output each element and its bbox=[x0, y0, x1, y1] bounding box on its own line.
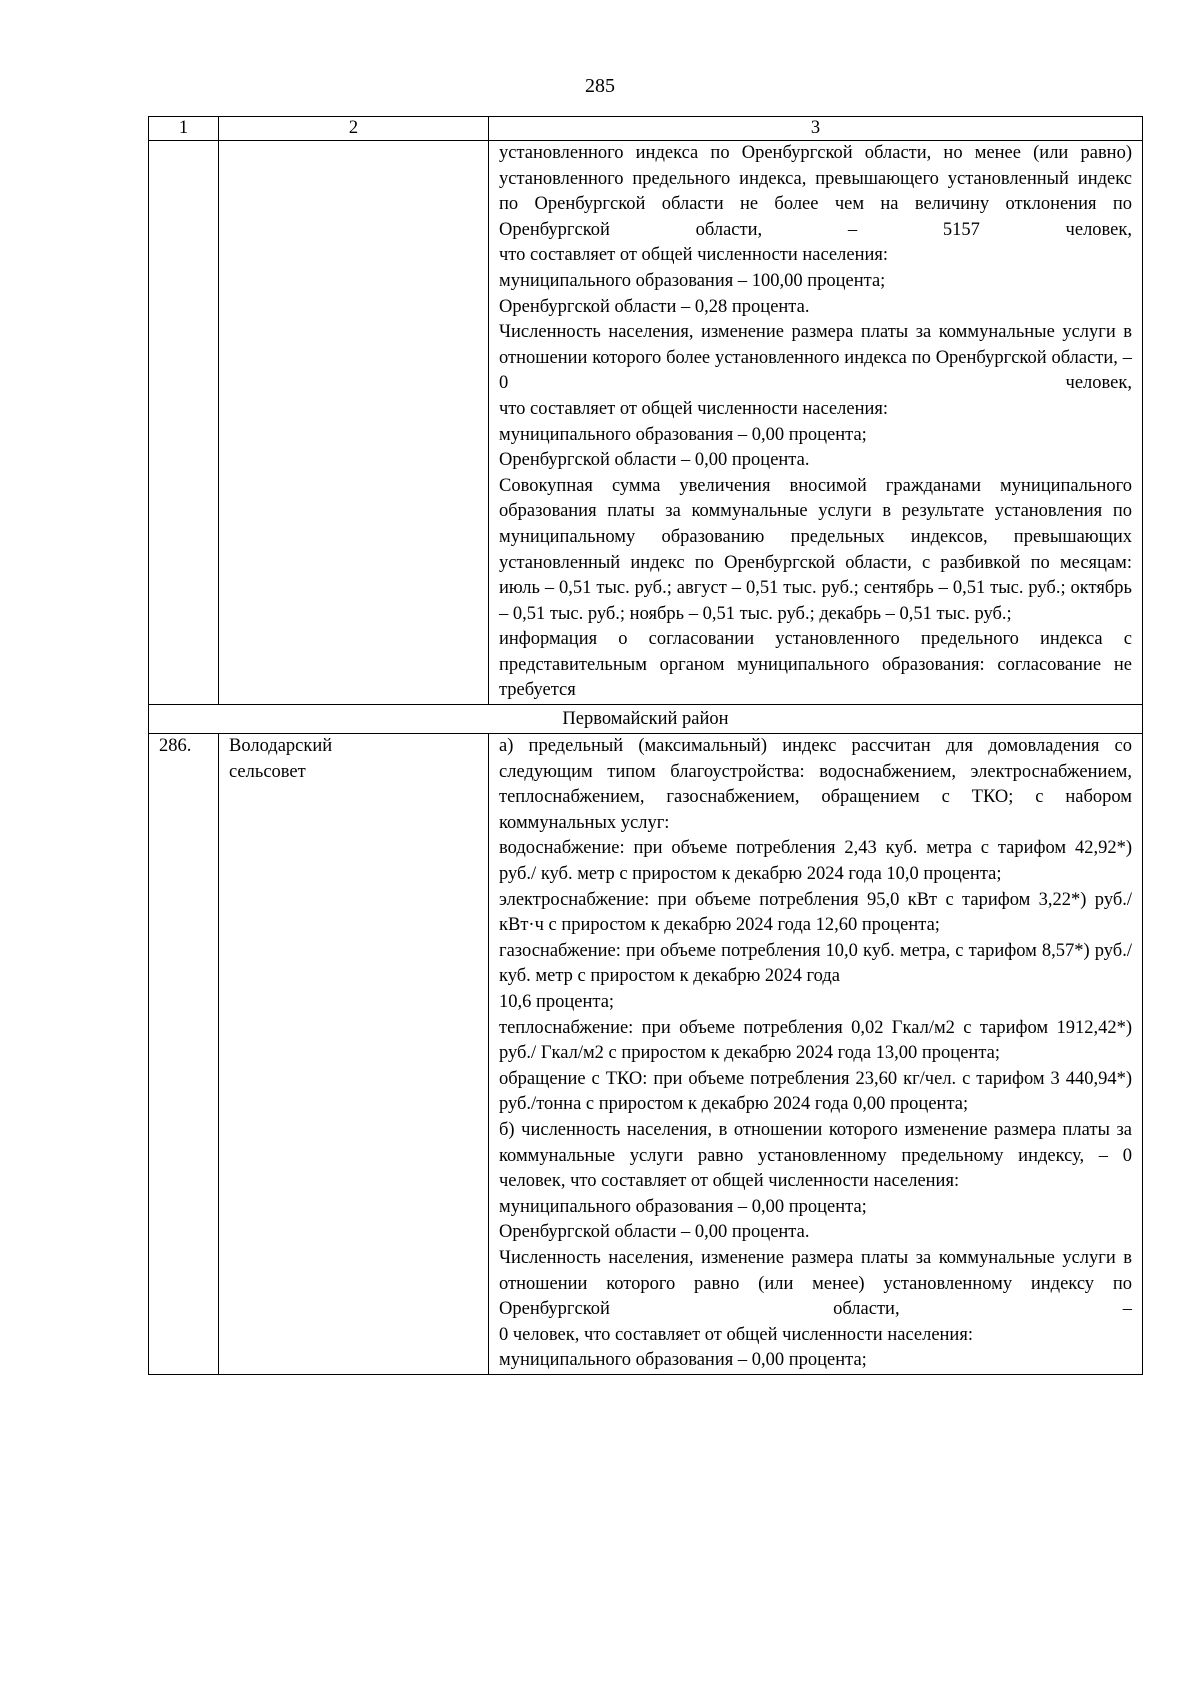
text-paragraph: б) численность населения, в отношении которого изменение размера платы за коммунальные услуги равно установленному предельному индексу, – 0 человек, что составляет от общей численности населения: bbox=[499, 1119, 1132, 1192]
text-paragraph: 10,6 процента; bbox=[499, 992, 615, 1012]
entry-number: 286. bbox=[149, 734, 219, 1375]
text-paragraph: теплоснабжение: при объеме потребления 0,02 Гкал/м2 с тарифом 1912,42*) руб./ Гкал/м2 с приростом к декабрю 2024 года 13,00 процента; bbox=[499, 1017, 1132, 1064]
entry-name-line: Володарский bbox=[229, 736, 333, 757]
text-paragraph: муниципального образования – 0,00 процента; bbox=[499, 1196, 867, 1217]
text-paragraph: что составляет от общей численности населения: bbox=[499, 245, 889, 266]
continuation-name-cell bbox=[219, 141, 489, 705]
table-row-continuation bbox=[149, 141, 1143, 705]
text-paragraph: муниципального образования – 0,00 процента; bbox=[499, 1350, 867, 1371]
text-paragraph: газоснабжение: при объеме потребления 10,0 куб. метра, с тарифом 8,57*) руб./куб. метр с приростом к декабрю 2024 года bbox=[499, 940, 1132, 987]
text-paragraph: информация о согласовании установленного предельного индекса с представительным органом муниципального образования: согласование не требуется bbox=[499, 629, 1132, 701]
text-paragraph: Численность населения, изменение размера платы за коммунальные услуги в отношении которого равно (или менее) установленному индексу по Оренбургской области, – bbox=[499, 1247, 1132, 1320]
column-header-1: 1 bbox=[149, 117, 219, 141]
text-paragraph: муниципального образования – 0,00 процента; bbox=[499, 424, 867, 445]
text-paragraph: Численность населения, изменение размера платы за коммунальные услуги в отношении которого более установленного индекса по Оренбургской области, – 0 человек, bbox=[499, 322, 1132, 394]
text-paragraph: 0 человек, что составляет от общей численности населения: bbox=[499, 1324, 973, 1345]
text-paragraph: Совокупная сумма увеличения вносимой гражданами муниципального образования платы за коммунальные услуги в результате установления по муниципальному образованию предельных индексов, превышающих установленный индекс по Оренбургской области, с разбивкой по месяцам: июль – 0,51 тыс. руб.; август – 0,51 тыс. руб.; сентябрь – 0,51 тыс. руб.; октябрь – 0,51 тыс. руб.; ноябрь – 0,51 тыс. руб.; декабрь – 0,51 тыс. руб.; bbox=[499, 475, 1132, 624]
table-header-row bbox=[149, 117, 1143, 141]
text-paragraph: а) предельный (максимальный) индекс рассчитан для домовладения со следующим типом благоустройства: водоснабжением, электроснабжением, теплоснабжением, газоснабжением, обращением с ТКО; с набором коммунальных услуг: bbox=[499, 736, 1132, 833]
text-paragraph: электроснабжение: при объеме потребления 95,0 кВт с тарифом 3,22*) руб./кВт·ч с приростом к декабрю 2024 года 12,60 процента; bbox=[499, 889, 1132, 936]
text-paragraph: Оренбургской области – 0,28 процента. bbox=[499, 296, 810, 317]
district-heading: Первомайский район bbox=[149, 705, 1143, 734]
column-header-3: 3 bbox=[489, 117, 1143, 141]
page-number: 285 bbox=[585, 75, 615, 97]
text-paragraph: муниципального образования – 100,00 процента; bbox=[499, 270, 886, 291]
district-row bbox=[149, 705, 1143, 734]
continuation-text-cell bbox=[489, 141, 1143, 705]
text-paragraph: что составляет от общей численности населения: bbox=[499, 398, 889, 419]
column-header-2: 2 bbox=[219, 117, 489, 141]
text-paragraph: водоснабжение: при объеме потребления 2,43 куб. метра с тарифом 42,92*) руб./ куб. метр с приростом к декабрю 2024 года 10,0 процента; bbox=[499, 838, 1132, 885]
continuation-number-cell bbox=[149, 141, 219, 705]
text-paragraph: Оренбургской области – 0,00 процента. bbox=[499, 450, 810, 471]
table-row-entry bbox=[149, 734, 1143, 1375]
entry-name-cell bbox=[219, 734, 489, 1375]
text-paragraph: установленного индекса по Оренбургской области, но менее (или равно) установленного предельного индекса, превышающего установленный индекс по Оренбургской области не более чем на величину отклонения по Оренбургской области, – 5157 человек, bbox=[499, 143, 1132, 240]
document-table bbox=[148, 116, 1143, 1375]
entry-text-cell bbox=[489, 734, 1143, 1375]
text-paragraph: обращение с ТКО: при объеме потребления 23,60 кг/чел. с тарифом 3 440,94*) руб./тонна с приростом к декабрю 2024 года 0,00 процента; bbox=[499, 1068, 1132, 1115]
entry-name-line: сельсовет bbox=[229, 761, 306, 782]
text-paragraph: Оренбургской области – 0,00 процента. bbox=[499, 1222, 810, 1243]
